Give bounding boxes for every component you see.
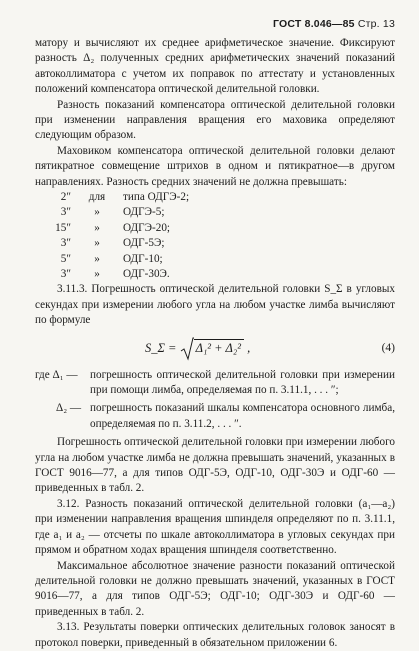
limit-word: »: [94, 221, 100, 234]
list-item: [39, 236, 395, 251]
device-type: ОДГ-30Э.: [123, 268, 170, 281]
limit-value: 5″: [60, 252, 71, 265]
definition-symbol: [35, 368, 90, 399]
definition-d2: [35, 401, 395, 432]
paragraph-1: матору и вычисляют их среднее арифметическое значение. Фиксируют разность Δ₂ полученных средних арифметических значений показаний автоколлиматора с учетом их поправок по аттестату и установленных положений компенсатора оптической делительной головки.: [35, 37, 395, 96]
limit-value: 15″: [55, 221, 71, 234]
formula-lhs: S_Σ =: [145, 340, 177, 355]
paragraph-3: Маховиком компенсатора оптической делительной головки делают пятикратное совмещение штрихов в одном и пятикратное—в другом направлениях. Разность средних значений не должна превышать:: [35, 144, 395, 188]
limit-value: 2″: [60, 191, 71, 204]
where-intro: где: [35, 368, 50, 381]
limit-word: »: [94, 206, 100, 219]
paragraph-3-11-3: 3.11.3. Погрешность оптической делительной головки S_Σ в угловых секундах при измерении любого угла на любом участке лимба вычисляют по формуле: [35, 283, 395, 327]
limit-word: »: [94, 252, 100, 265]
definition-text: погрешность оптической делительной головки при измерении при помощи лимба, определяемая по п. 3.11.1, . . . ″;: [90, 368, 395, 397]
limit-values-list: [39, 190, 395, 282]
list-item: [39, 205, 395, 220]
device-type: ОДГЭ-5;: [123, 206, 165, 219]
limit-word: »: [94, 268, 100, 281]
list-item: [39, 221, 395, 236]
limit-value: 3″: [60, 237, 71, 250]
formula-4: [35, 333, 395, 365]
device-type: ОДГ-5Э;: [123, 237, 165, 250]
delta2-symbol: Δ₂ —: [56, 402, 82, 415]
list-item: [39, 252, 395, 267]
device-type: ОДГ-10;: [123, 252, 163, 265]
device-type: ОДГЭ-20;: [123, 221, 171, 234]
paragraph-5: Погрешность оптической делительной головки при измерении любого угла на любом участке лимба не должна превышать значений, указанных в ГОСТ 9016—77, а для типов ОДГ-5Э, ОДГ-10, ОДГ-30Э и ОДГ-60 — приведенных в табл. 2.: [35, 436, 395, 495]
limit-word: »: [94, 237, 100, 250]
paragraph-3-13: 3.13. Результаты поверки оптических делительных головок заносят в протокол поверки, приведенный в обязательном приложении 6.: [35, 621, 395, 649]
page-number: Стр. 13: [357, 18, 395, 30]
radical-sign-icon: [180, 337, 194, 361]
standard-number: ГОСТ 8.046—85: [273, 18, 355, 30]
delta1-symbol: Δ₁ —: [52, 368, 78, 381]
paragraph-2: Разность показаний компенсатора оптической делительной головки при изменении направления вращения его маховика определяют следующим образом.: [35, 98, 395, 142]
formula-expression: [145, 337, 250, 361]
limit-word: для: [88, 191, 106, 204]
definition-d1: [35, 368, 395, 399]
formula-number: (4): [381, 341, 395, 354]
limit-value: 3″: [60, 206, 71, 219]
list-item: [39, 267, 395, 282]
limit-value: 3″: [60, 268, 71, 281]
formula-tail: ,: [247, 340, 251, 355]
definition-text: погрешность показаний шкалы компенсатора основного лимба, определяемая по п. 3.11.2, . . . ″.: [90, 402, 395, 430]
page-header: [273, 18, 395, 30]
paragraph-3-12: 3.12. Разность показаний оптической делительной головки (a₁—a₂) при изменении направления вращения шпинделя определяют по п. 3.11.1, где a₁ и a₂ — отсчеты по шкале автоколлиматора в угловых секундах при прямом и обратном ходах вращения шпинделя соответственно.: [35, 497, 395, 557]
list-item: [39, 190, 395, 205]
formula-radicand: Δ₁² + Δ₂²: [194, 339, 244, 355]
device-type: типа ОДГЭ-2;: [123, 191, 190, 204]
paragraph-7: Максимальное абсолютное значение разности показаний оптической делительной головки не должно превышать значений, указанных в ГОСТ 9016—77, а для типов ОДГ-5Э; ОДГ-10; ОДГ-30Э и ОДГ-60 — приведенных в табл. 2.: [35, 559, 395, 618]
body-text: [35, 36, 395, 651]
